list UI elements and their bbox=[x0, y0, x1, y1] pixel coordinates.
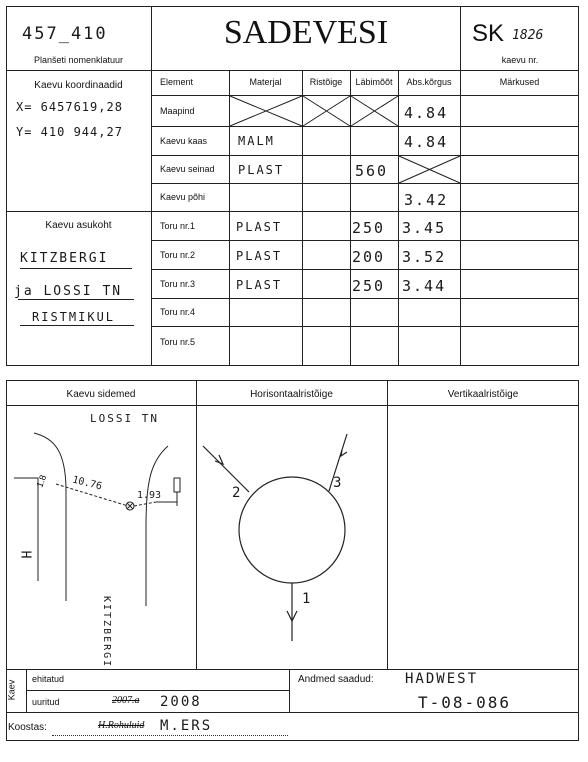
col-kaevu-sidemed: Kaevu sidemed bbox=[66, 389, 136, 400]
andmed-value-2: T-08-086 bbox=[418, 693, 512, 712]
andmed-label: Andmed saadud: bbox=[298, 674, 374, 685]
coord-y: Y= 410 944,27 bbox=[16, 125, 123, 139]
row-label: Toru nr.2 bbox=[160, 250, 196, 260]
cell-abs: 4.84 bbox=[404, 104, 449, 122]
dotted-line bbox=[52, 735, 288, 736]
col-header-markused: Märkused bbox=[499, 77, 540, 87]
col-header-labimoot: Läbimõõt bbox=[355, 77, 393, 87]
kaev-label: Kaev bbox=[6, 679, 17, 701]
coords-heading: Kaevu koordinaadid bbox=[34, 80, 123, 91]
row-label: Kaevu põhi bbox=[160, 192, 206, 202]
row-label: Maapind bbox=[160, 106, 195, 116]
cell-materjal: PLAST bbox=[238, 163, 285, 177]
cell-abs: 4.84 bbox=[404, 133, 449, 151]
cell-materjal: MALM bbox=[238, 134, 275, 148]
divider bbox=[6, 712, 579, 713]
cell-labimoot: 250 bbox=[352, 277, 386, 295]
coord-x: X= 6457619,28 bbox=[16, 100, 123, 114]
cell-abs: 3.42 bbox=[404, 191, 449, 209]
cell-materjal: PLAST bbox=[236, 249, 283, 263]
col-header-materjal: Materjal bbox=[249, 77, 282, 87]
row-label: Kaevu seinad bbox=[160, 164, 215, 174]
divider bbox=[387, 380, 388, 669]
koostas-label: Koostas: bbox=[8, 722, 47, 733]
cell-labimoot: 250 bbox=[352, 219, 386, 237]
cell-materjal: PLAST bbox=[236, 278, 283, 292]
sk-number: 1826 bbox=[512, 28, 544, 43]
distance-2: 1.93 bbox=[137, 490, 162, 501]
uuritud-label: uuritud bbox=[32, 697, 60, 707]
distance-1: 10.76 bbox=[71, 474, 103, 493]
cell-abs: 3.45 bbox=[402, 219, 447, 237]
plan-number: 457_410 bbox=[22, 24, 108, 44]
cell-abs: 3.52 bbox=[402, 248, 447, 266]
col-header-element: Element bbox=[160, 77, 194, 87]
col-header-ristloige: Ristõige bbox=[309, 77, 343, 87]
pipe-1-label: 1 bbox=[302, 591, 311, 607]
row-label: Toru nr.1 bbox=[160, 221, 196, 231]
mark-h: H bbox=[17, 550, 33, 561]
col-header-abs: Abs.kõrgus bbox=[406, 77, 452, 87]
col-horisontaal: Horisontaalristõige bbox=[250, 389, 333, 400]
dist3-label: 1.8 bbox=[34, 473, 49, 489]
row-label: Kaevu kaas bbox=[160, 136, 208, 146]
cell-crosses bbox=[0, 0, 588, 370]
ehitatud-label: ehitatud bbox=[32, 674, 65, 684]
street-kitzbergi: KITZBERGI bbox=[101, 596, 112, 669]
cell-materjal: PLAST bbox=[236, 220, 283, 234]
uuritud-struck: 2007.a bbox=[112, 695, 140, 706]
col-vertikaal: Vertikaalristõige bbox=[447, 389, 519, 400]
row-label: Toru nr.5 bbox=[160, 337, 196, 347]
well-no-label: kaevu nr. bbox=[501, 55, 539, 65]
location-heading: Kaevu asukoht bbox=[45, 220, 112, 231]
divider bbox=[289, 669, 290, 712]
pipe-3-label: 3 bbox=[333, 475, 342, 491]
divider bbox=[6, 669, 579, 670]
sk-prefix: SK bbox=[472, 20, 505, 47]
page-title: SADEVESI bbox=[223, 14, 389, 51]
location-line-3: RISTMIKUL bbox=[32, 310, 116, 324]
row-label: Toru nr.4 bbox=[160, 307, 196, 317]
cell-abs: 3.44 bbox=[402, 277, 447, 295]
cell-labimoot: 200 bbox=[352, 248, 386, 266]
street-lossi: LOSSI TN bbox=[90, 412, 159, 425]
location-line-2: ja LOSSI TN bbox=[14, 284, 123, 299]
divider bbox=[26, 690, 289, 691]
location-line-1: KITZBERGI bbox=[20, 251, 109, 266]
andmed-value-1: HADWEST bbox=[405, 671, 479, 687]
koostas-struck: H.Rohuluid bbox=[98, 720, 145, 731]
plan-label: Planšeti nomenklatuur bbox=[33, 55, 124, 65]
pipe-2-label: 2 bbox=[232, 485, 241, 501]
koostas-value: M.ERS bbox=[160, 718, 213, 734]
horizontal-section bbox=[197, 406, 387, 669]
row-label: Toru nr.3 bbox=[160, 279, 196, 289]
uuritud-value: 2008 bbox=[160, 694, 202, 710]
cell-labimoot: 560 bbox=[355, 162, 389, 180]
